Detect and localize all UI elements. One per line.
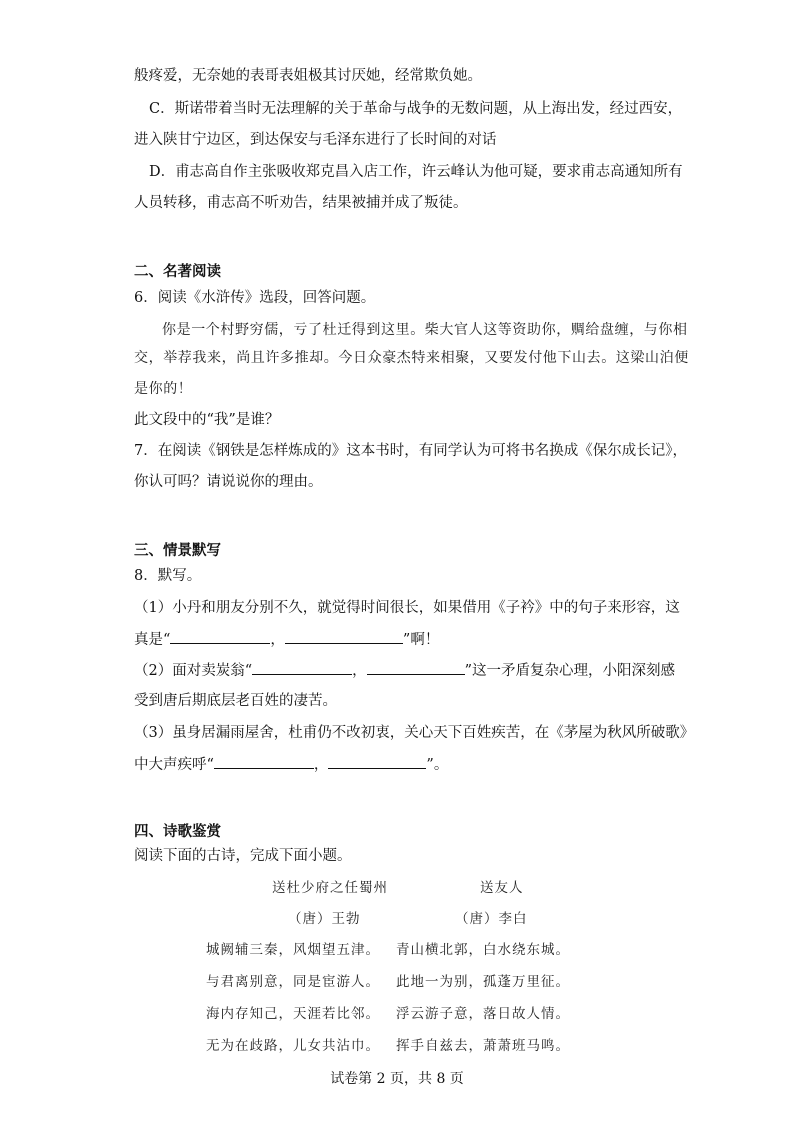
- item-3-suffix: ”。: [426, 757, 449, 773]
- section-title-scene-dictation: 三、情景默写: [134, 543, 221, 559]
- option-d-line2: 人员转移，甫志高不听劝告，结果被捕并成了叛徒。: [134, 195, 468, 211]
- item-2-suffix: ”这一矛盾复杂心理，小阳深刻感: [464, 663, 676, 679]
- item-2-separator: ，: [352, 663, 367, 679]
- item-3-line2: [134, 754, 448, 775]
- option-c-line2: 进入陕甘宁边区，到达保安与毛泽东进行了长时间的对话: [134, 132, 497, 148]
- item-1-line2: [134, 629, 439, 650]
- poem-2-author: （唐）李白: [455, 911, 528, 927]
- item-3-blank-b[interactable]: [328, 754, 426, 769]
- item-1-prefix: 真是“: [134, 632, 171, 648]
- item-2-line1: [134, 660, 675, 681]
- poem-1-line-4: 无为在歧路，儿女共沾巾。: [206, 1038, 380, 1054]
- question-7-line2: 你认可吗？请说说你的理由。: [134, 474, 323, 490]
- item-2-blank-a[interactable]: [252, 660, 352, 675]
- section-title-classics-reading: 二、名著阅读: [134, 264, 221, 280]
- poem-2-line-2: 此地一为别，孤蓬万里征。: [396, 974, 570, 990]
- item-2-blank-b[interactable]: [367, 660, 465, 675]
- option-c-line1: C．斯诺带着当时无法理解的关于革命与战争的无数问题，从上海出发，经过西安，: [149, 101, 683, 117]
- page-footer: 试卷第 2 页，共 8 页: [330, 1071, 464, 1087]
- option-d-line1: D．甫志高自作主张吸收郑克昌入店工作，许云峰认为他可疑，要求甫志高通知所有: [149, 164, 683, 180]
- question-6-quote-line3: 是你的！: [134, 381, 193, 397]
- item-1-line1: （1）小丹和朋友分别不久，就觉得时间很长，如果借用《子衿》中的句子来形容，这: [134, 600, 680, 616]
- item-1-blank-b[interactable]: [285, 629, 403, 644]
- item-3-blank-a[interactable]: [214, 754, 314, 769]
- question-6-quote-line2: 交，举荐我来，尚且许多推却。今日众豪杰特来相聚，又要发付他下山去。这梁山泊便: [134, 350, 689, 366]
- question-6-prompt: 6．阅读《水浒传》选段，回答问题。: [134, 290, 376, 306]
- item-1-separator: ，: [270, 632, 285, 648]
- item-3-prefix: 中大声疾呼“: [134, 757, 214, 773]
- poem-1-title: 送杜少府之任蜀州: [272, 880, 388, 896]
- option-b-continuation: 般疼爱，无奈她的表哥表姐极其讨厌她，经常欺负她。: [134, 68, 482, 84]
- question-6-question: 此文段中的“我”是谁？: [134, 412, 280, 428]
- item-3-separator: ，: [313, 757, 329, 773]
- poem-2-line-3: 浮云游子意，落日故人情。: [396, 1006, 570, 1022]
- poem-1-line-2: 与君离别意，同是宦游人。: [206, 974, 380, 990]
- question-8-prompt: 8．默写。: [134, 568, 202, 584]
- poem-2-title: 送友人: [480, 880, 524, 896]
- poem-1-line-3: 海内存知己，天涯若比邻。: [206, 1006, 380, 1022]
- question-6-quote-line1: 你是一个村野穷儒，亏了杜迁得到这里。柴大官人这等资助你，赒给盘缠，与你相: [162, 322, 688, 338]
- question-7-line1: 7．在阅读《钢铁是怎样炼成的》这本书时，有同学认为可将书名换成《保尔成长记》，: [134, 443, 687, 459]
- section-4-intro: 阅读下面的古诗，完成下面小题。: [134, 848, 352, 864]
- item-2-prefix: （2）面对卖炭翁“: [134, 663, 253, 679]
- item-2-line2: 受到唐后期底层老百姓的凄苦。: [134, 693, 337, 709]
- section-title-poetry-appreciation: 四、诗歌鉴赏: [134, 824, 221, 840]
- item-1-suffix: ”啊！: [402, 632, 440, 648]
- item-3-line1: （3）虽身居漏雨屋舍，杜甫仍不改初衷，关心天下百姓疾苦，在《茅屋为秋风所破歌》: [134, 725, 695, 741]
- poem-2-line-4: 挥手自兹去，萧萧班马鸣。: [396, 1038, 570, 1054]
- item-1-blank-a[interactable]: [170, 629, 270, 644]
- poem-2-line-1: 青山横北郭，白水绕东城。: [396, 942, 570, 958]
- poem-1-line-1: 城阙辅三秦，风烟望五津。: [206, 942, 380, 958]
- poem-1-author: （唐）王勃: [288, 911, 361, 927]
